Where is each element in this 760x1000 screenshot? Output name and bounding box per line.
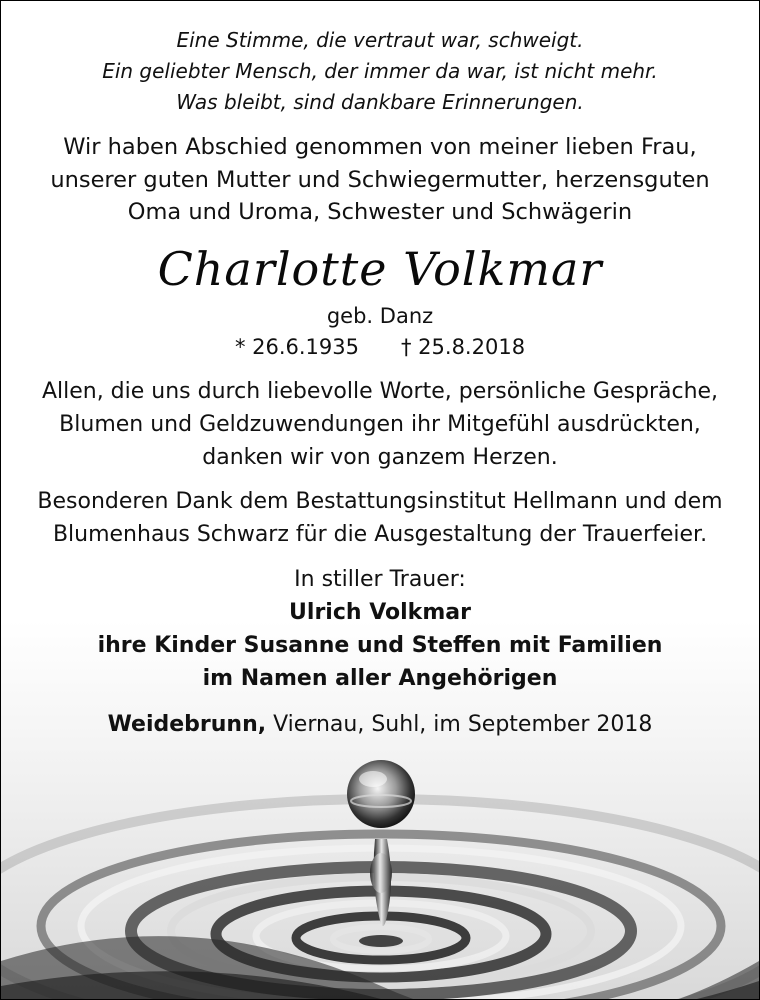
- thanks-block: [1, 375, 759, 474]
- place-secondary: Viernau, Suhl, im September 2018: [266, 711, 653, 737]
- death-date: † 25.8.2018: [401, 334, 526, 359]
- thanks-line: danken wir von ganzem Herzen.: [202, 444, 558, 470]
- mourner-line: ihre Kinder Susanne und Steffen mit Familien: [97, 632, 663, 658]
- birth-name: geb. Danz: [326, 303, 434, 328]
- special-thanks-line: Blumenhaus Schwarz für die Ausgestaltung der Trauerfeier.: [52, 521, 708, 547]
- mourners-block: [1, 563, 759, 695]
- place-primary: Weidebrunn,: [107, 711, 267, 737]
- life-dates: [1, 332, 759, 363]
- notice-text: [1, 1, 759, 741]
- deceased-name: Charlotte Volkmar: [157, 241, 603, 296]
- quote-line: Ein geliebter Mensch, der immer da war, ist nicht mehr.: [102, 59, 658, 83]
- quote-line: Eine Stimme, die vertraut war, schweigt.: [176, 28, 584, 52]
- intro-block: [1, 131, 759, 229]
- special-thanks-block: [1, 485, 759, 551]
- thanks-line: Blumen und Geldzuwendungen ihr Mitgefühl ausdrückten,: [59, 411, 701, 437]
- mourning-intro: In stiller Trauer:: [294, 566, 466, 592]
- birth-date: * 26.6.1935: [234, 334, 359, 359]
- mourner-line: Ulrich Volkmar: [289, 599, 471, 625]
- quote-block: [1, 25, 759, 118]
- special-thanks-line: Besonderen Dank dem Bestattungsinstitut Hellmann und dem: [37, 488, 723, 514]
- mourner-line: im Namen aller Angehörigen: [202, 665, 558, 691]
- intro-line: unserer guten Mutter und Schwiegermutter, herzensguten: [50, 166, 710, 193]
- thanks-line: Allen, die uns durch liebevolle Worte, persönliche Gespräche,: [41, 378, 719, 404]
- quote-line: Was bleibt, sind dankbare Erinnerungen.: [176, 90, 584, 114]
- place-date: [1, 708, 759, 741]
- intro-line: Oma und Uroma, Schwester und Schwägerin: [127, 199, 633, 225]
- intro-line: Wir haben Abschied genommen von meiner lieben Frau,: [63, 134, 697, 160]
